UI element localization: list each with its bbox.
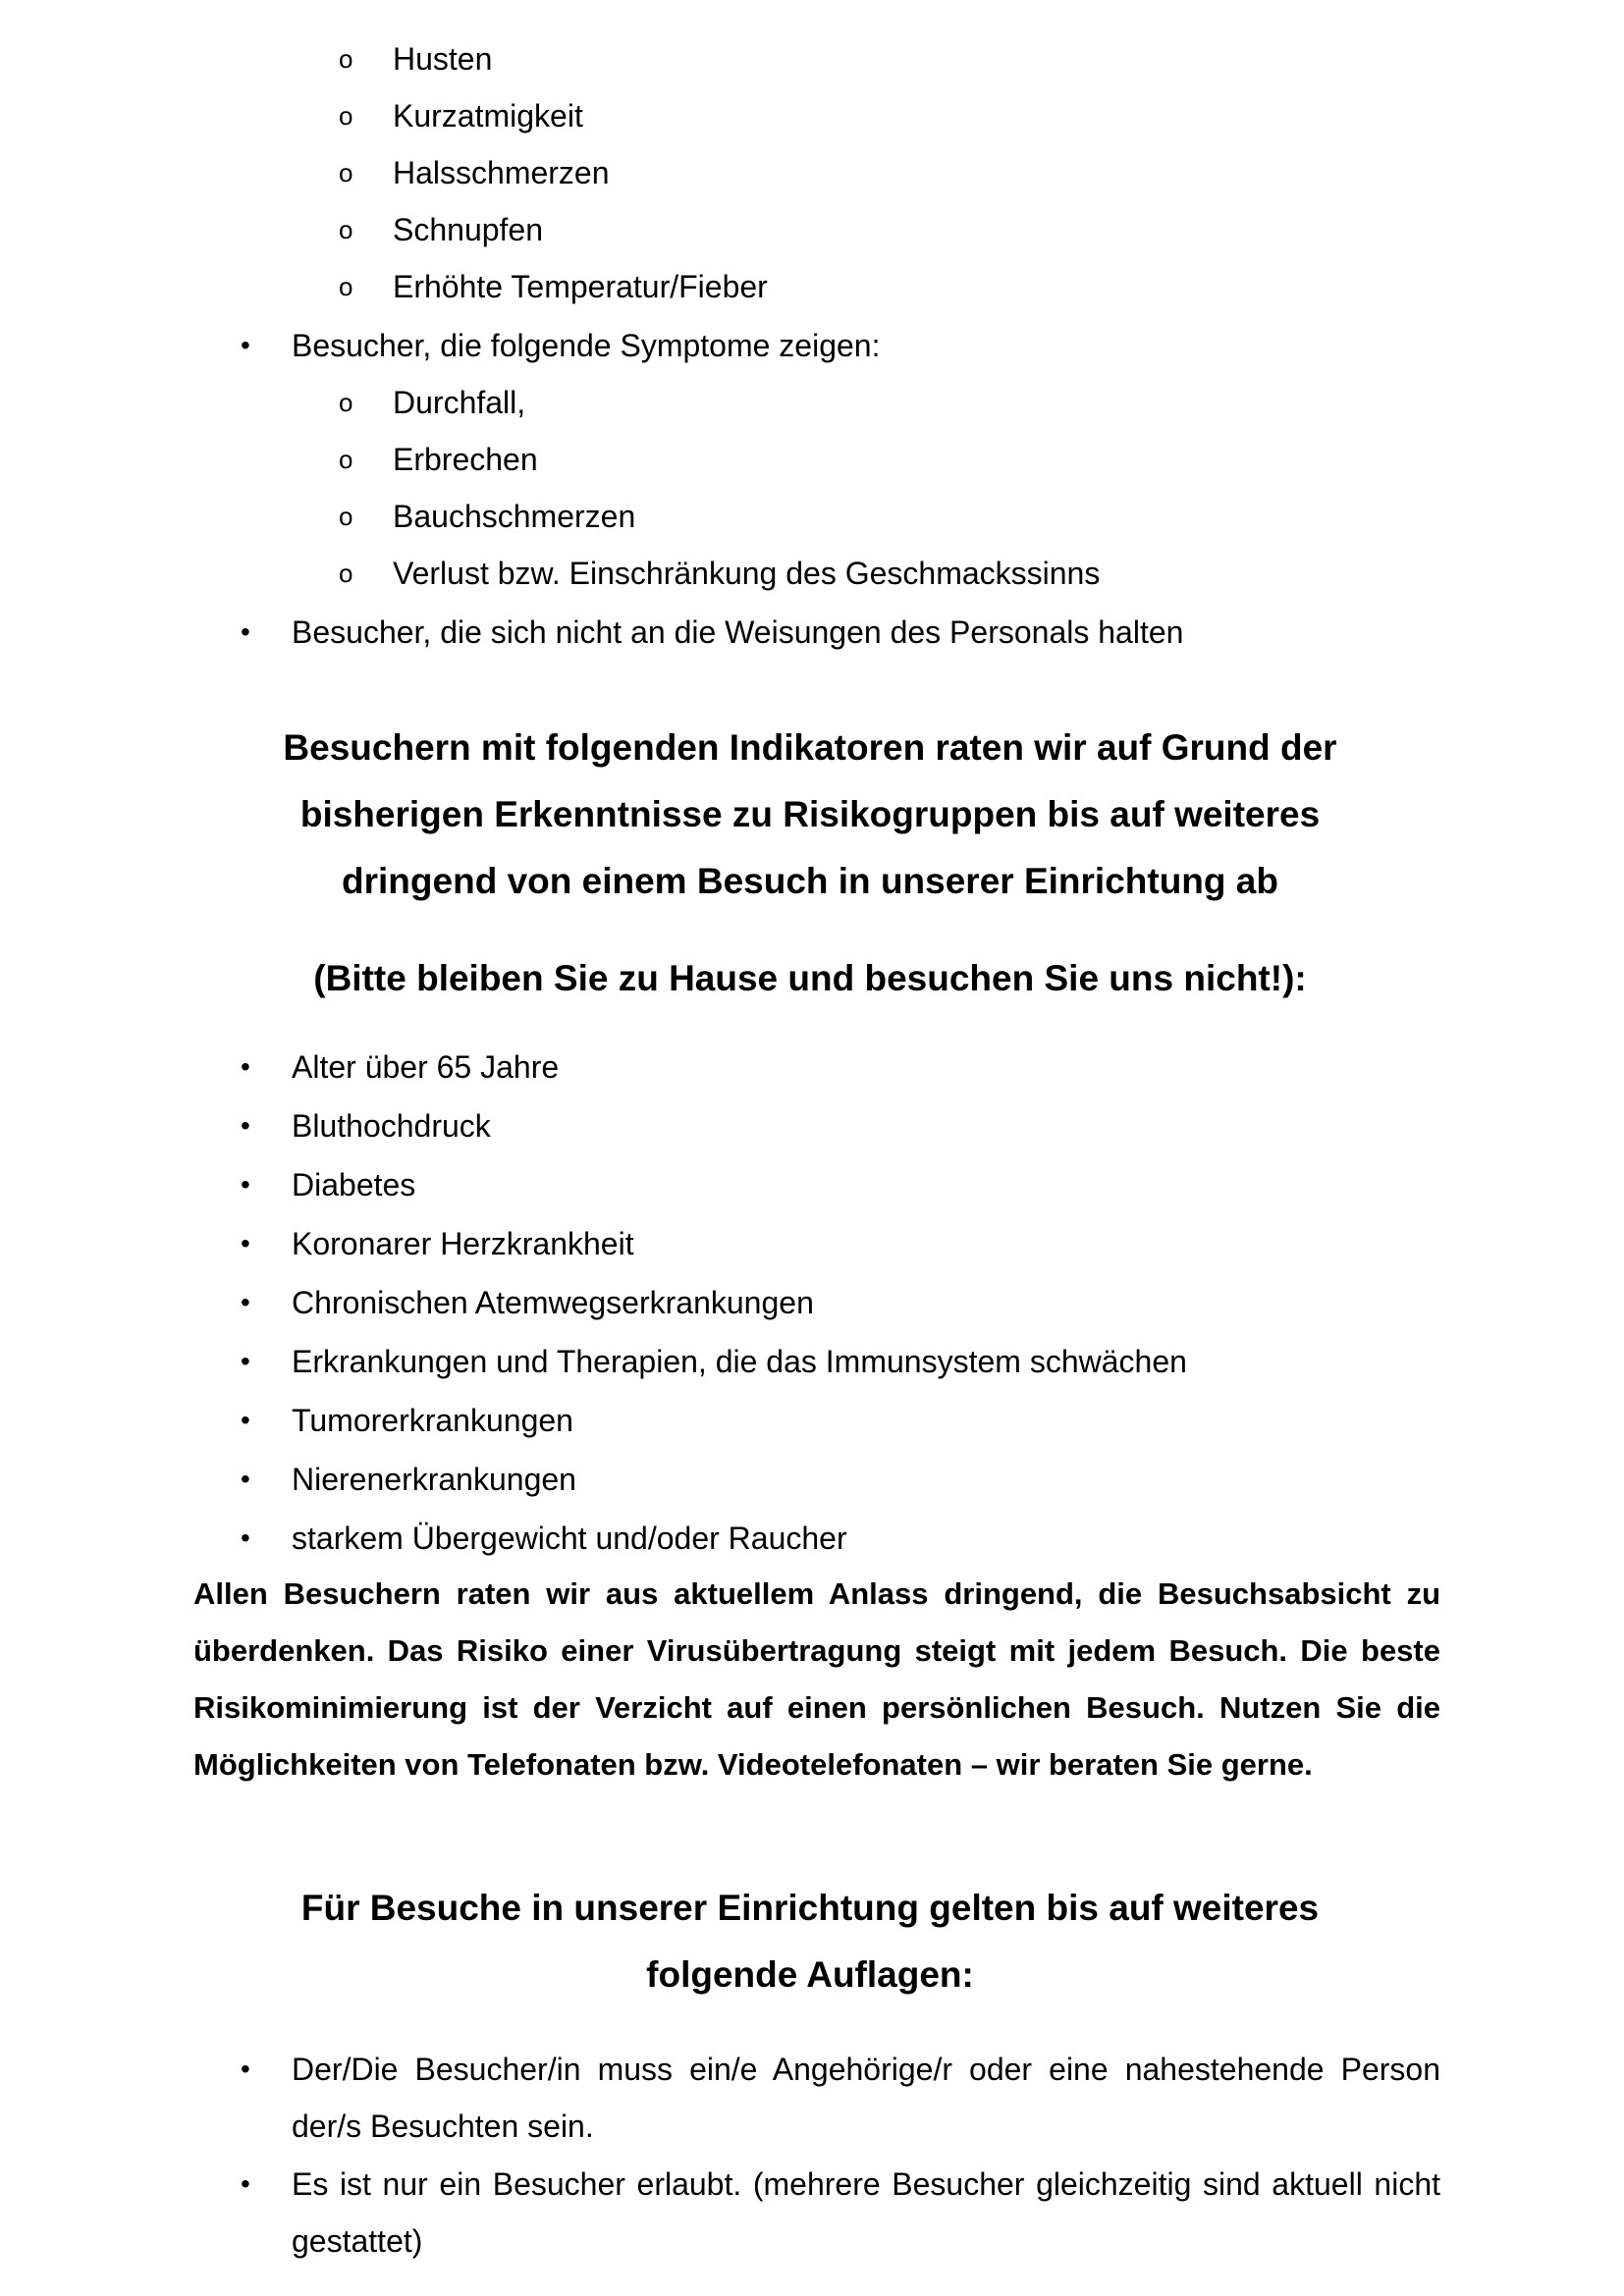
list-item [241, 2156, 1440, 2269]
symptom-text: Erhöhte Temperatur/Fieber [393, 269, 768, 304]
bullet-text: Besucher, die sich nicht an die Weisungen des Personals halten [292, 614, 1184, 650]
heading-line: folgende Auflagen: [646, 1954, 974, 1995]
bullet-text: Besucher, die folgende Symptome zeigen: [292, 328, 881, 363]
sub-bullet-marker: o [339, 158, 353, 187]
advice-paragraph: Allen Besuchern raten wir aus aktuellem Anlass dringend, die Besuchsabsicht zu überdenken. Das Risiko einer Virusübertragung steigt mit jedem Besuch. Die beste Risikominimierung ist der Verzicht auf einen persönlichen Besuch. Nutzen Sie die Möglichkeiten von Telefonaten bzw. Videotelefonaten – wir beraten Sie gerne. [193, 1576, 1440, 1782]
heading-line: dringend von einem Besuch in unserer Einrichtung ab [342, 861, 1278, 901]
section-heading-note [147, 945, 1473, 1012]
heading-line: (Bitte bleiben Sie zu Hause und besuchen Sie uns nicht!): [313, 958, 1307, 998]
risk-indicator-text: Nierenerkrankungen [292, 1462, 576, 1497]
risk-indicator-text: Chronischen Atemwegserkrankungen [292, 1285, 814, 1320]
symptom-text: Verlust bzw. Einschränkung des Geschmackssinns [393, 556, 1101, 591]
bullet-marker: • [241, 2054, 250, 2084]
symptom-text: Husten [393, 41, 493, 77]
bullet-marker: • [241, 1287, 250, 1317]
section-heading-rules [147, 1875, 1473, 2008]
symptom-text: Kurzatmigkeit [393, 98, 583, 133]
bullet-marker: • [241, 1522, 250, 1553]
risk-indicator-text: Alter über 65 Jahre [292, 1049, 560, 1085]
risk-indicator-text: Bluthochdruck [292, 1108, 491, 1144]
heading-line: Besuchern mit folgenden Indikatoren raten wir auf Grund der [283, 727, 1337, 768]
sub-bullet-marker: o [339, 445, 353, 474]
symptom-text: Erbrechen [393, 442, 538, 477]
bullet-marker: • [241, 1110, 250, 1141]
risk-indicator-text: Erkrankungen und Therapien, die das Immunsystem schwächen [292, 1344, 1187, 1379]
bullet-marker: • [241, 2168, 250, 2199]
sub-bullet-marker: o [339, 502, 353, 531]
bullet-marker: • [241, 1464, 250, 1494]
bullet-marker: • [241, 1405, 250, 1435]
sub-bullet-marker: o [339, 44, 353, 74]
risk-indicator-text: starkem Übergewicht und/oder Raucher [292, 1521, 847, 1556]
bullet-marker: • [241, 1228, 250, 1258]
list-item [241, 2041, 1440, 2155]
bullet-marker: • [241, 1346, 250, 1376]
sub-bullet-marker: o [339, 559, 353, 588]
sub-bullet-marker: o [339, 215, 353, 244]
bullet-marker: • [241, 1051, 250, 1082]
rule-text: Es ist nur ein Besucher erlaubt. (mehrere Besucher gleichzeitig sind aktuell nicht gestattet) [292, 2166, 1440, 2259]
sub-bullet-marker: o [339, 272, 353, 301]
risk-indicator-text: Koronarer Herzkrankheit [292, 1226, 634, 1261]
bullet-marker: • [241, 1169, 250, 1200]
symptom-text: Bauchschmerzen [393, 499, 636, 534]
risk-indicator-text: Diabetes [292, 1167, 416, 1202]
rule-text: Der/Die Besucher/in muss ein/e Angehörige/r oder eine nahestehende Person der/s Besuchten sein. [292, 2052, 1440, 2144]
bullet-marker: • [241, 330, 250, 360]
bullet-marker: • [241, 616, 250, 647]
symptom-text: Halsschmerzen [393, 155, 610, 190]
heading-line: bisherigen Erkenntnisse zu Risikogruppen bis auf weiteres [299, 794, 1321, 834]
symptom-text: Schnupfen [393, 212, 544, 247]
heading-line: Für Besuche in unserer Einrichtung gelten bis auf weiteres [300, 1888, 1320, 1928]
sub-bullet-marker: o [339, 101, 353, 131]
symptom-text: Durchfall, [393, 385, 526, 420]
sub-bullet-marker: o [339, 388, 353, 417]
risk-indicator-text: Tumorerkrankungen [292, 1403, 573, 1438]
section-heading-risk [147, 715, 1473, 915]
